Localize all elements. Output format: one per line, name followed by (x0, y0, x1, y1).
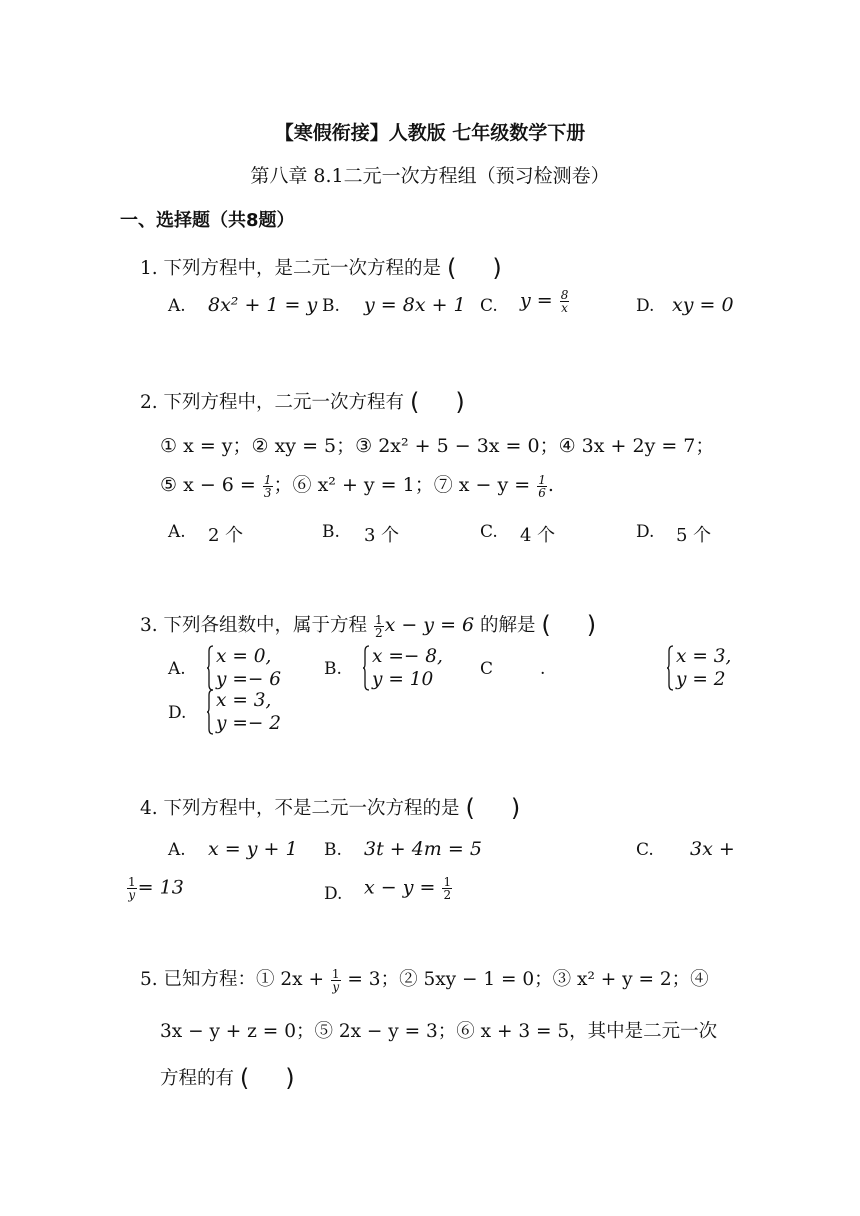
question-3-stem (140, 609, 596, 639)
equation-system (206, 689, 281, 735)
question-1-stem (140, 252, 502, 280)
fraction-denominator: 2 (374, 625, 383, 640)
q3-option-a-label: A. (168, 659, 186, 679)
answer-blank-open: ( (465, 794, 475, 822)
q1-option-b: y = 8x + 1 (364, 294, 466, 316)
fraction-denominator: 2 (443, 888, 452, 902)
fraction-denominator: x (561, 301, 568, 315)
answer-blank-close: ) (492, 254, 502, 282)
fraction (127, 876, 137, 901)
document-title: 【寒假衔接】人教版 七年级数学下册 (274, 122, 586, 144)
q4-option-d (364, 876, 453, 901)
fraction-denominator: 6 (538, 485, 546, 500)
q3-option-a (206, 645, 281, 691)
system-row: x = 3, (676, 646, 732, 667)
document-subtitle: 第八章 8.1二元一次方程组（预习检测卷） (250, 165, 610, 187)
q3-option-d (206, 689, 281, 735)
fraction-numerator: 1 (538, 472, 546, 487)
period: . (547, 474, 554, 496)
q4-option-b-label: B. (324, 840, 342, 860)
section-heading: 一、选择题（共8题） (120, 210, 295, 231)
q2-option-d-label: D. (636, 522, 655, 542)
q1-option-d-label: D. (636, 296, 655, 316)
q1-option-b-label: B. (322, 296, 340, 316)
q4-option-c-part-1: 3x + (690, 838, 735, 860)
question-5-line-1 (140, 965, 709, 993)
system-row: x = 0, (216, 646, 272, 667)
brace-icon (666, 645, 674, 691)
fraction (537, 474, 547, 499)
q4-option-a-label: A. (168, 840, 186, 860)
brace-icon (206, 645, 214, 691)
answer-blank-close: ) (285, 1064, 295, 1092)
q2-equations-line-2 (160, 470, 554, 499)
fraction-numerator: 1 (374, 612, 383, 627)
q2-option-c-label: C. (480, 522, 498, 542)
q4-option-b: 3t + 4m = 5 (364, 838, 482, 860)
q4-option-d-lhs: x − y = (364, 876, 436, 899)
q2-option-a: 2 个 (208, 525, 244, 546)
answer-blank-open: ( (409, 388, 420, 416)
question-5-text: 5. 已知方程：① 2x + (140, 969, 324, 990)
answer-blank-open: ( (446, 254, 457, 282)
q2-option-c: 4 个 (520, 525, 556, 546)
fraction-denominator: y (128, 888, 136, 902)
fraction (374, 614, 384, 639)
q2-option-b: 3 个 (364, 525, 400, 546)
fraction-denominator: 3 (263, 485, 272, 500)
q4-option-c-label: C. (636, 840, 654, 860)
system-row: y = 2 (676, 669, 726, 690)
question-4-stem (140, 792, 520, 820)
q3-option-d-label: D. (168, 703, 187, 723)
q4-option-d-label: D. (324, 884, 343, 904)
q1-option-a-label: A. (168, 296, 186, 316)
q3-equation: x − y = 6 (384, 614, 475, 636)
q4-option-a: x = y + 1 (208, 838, 298, 860)
answer-blank-open: ( (541, 611, 551, 639)
q1-option-d: xy = 0 (672, 294, 734, 316)
q1-option-c-lhs: y = (520, 289, 553, 312)
fraction (331, 968, 341, 993)
question-3-text: 3. 下列各组数中，属于方程 (140, 615, 368, 636)
answer-blank-close: ) (455, 388, 465, 416)
q2-option-a-label: A. (168, 522, 186, 542)
equation-system (362, 645, 443, 691)
fraction-numerator: 8 (560, 288, 569, 302)
question-2-text: 2. 下列方程中，二元一次方程有 (140, 392, 405, 413)
q2-option-d: 5 个 (676, 525, 712, 546)
q3-option-c (666, 645, 731, 691)
question-5-line-2: 3x − y + z = 0；⑤ 2x − y = 3；⑥ x + 3 = 5，其中是二元一次 (160, 1021, 718, 1042)
q3-option-b (362, 645, 443, 691)
question-5-text-end: 方程的有 (160, 1068, 235, 1089)
system-row: x =− 8, (372, 646, 443, 667)
fraction-numerator: 1 (263, 472, 272, 487)
q1-option-a: 8x² + 1 = y (208, 294, 318, 316)
q4-option-c-rhs: = 13 (137, 876, 184, 899)
equation-system (666, 645, 731, 691)
fraction (442, 876, 452, 901)
question-2-stem (140, 386, 465, 414)
system-row: y =− 6 (216, 669, 281, 690)
fraction-denominator: y (332, 979, 340, 994)
system-row: y = 10 (372, 669, 434, 690)
fraction (263, 474, 273, 499)
q2-eq-6-7: ；⑥ x² + y = 1；⑦ x − y = (273, 474, 531, 496)
fraction-numerator: 1 (443, 875, 452, 889)
q1-option-c-label: C. (480, 296, 498, 316)
q2-eq-5: ⑤ x − 6 = (160, 474, 256, 496)
fraction-numerator: 1 (331, 966, 340, 981)
fraction-numerator: 1 (128, 875, 136, 889)
brace-icon (362, 645, 370, 691)
fraction (560, 289, 570, 314)
question-4-text: 4. 下列方程中，不是二元一次方程的是 (140, 798, 460, 819)
q1-option-c (520, 289, 570, 314)
answer-blank-close: ) (510, 794, 521, 822)
answer-blank-open: ( (239, 1064, 250, 1092)
q2-option-b-label: B. (322, 522, 340, 542)
answer-blank-close: ) (586, 611, 597, 639)
q3-option-b-label: B. (324, 659, 342, 679)
system-row: y =− 2 (216, 713, 281, 734)
q3-stem-end: 的解是 (480, 615, 536, 636)
system-row: x = 3, (216, 690, 272, 711)
q4-option-c-part-2 (126, 876, 184, 901)
question-1-text: 1. 下列方程中，是二元一次方程的是 (140, 258, 442, 279)
q2-equations-line-1: ① x = y；② xy = 5；③ 2x² + 5 − 3x = 0；④ 3x + 2y = 7； (160, 435, 715, 457)
q3-option-c-dot: . (540, 659, 546, 679)
equation-system (206, 645, 281, 691)
question-5-line-3 (160, 1062, 295, 1090)
question-5-text-cont: = 3；② 5xy − 1 = 0；③ x² + y = 2；④ (347, 969, 709, 990)
brace-icon (206, 689, 214, 735)
q3-option-c-label: C (480, 659, 494, 679)
